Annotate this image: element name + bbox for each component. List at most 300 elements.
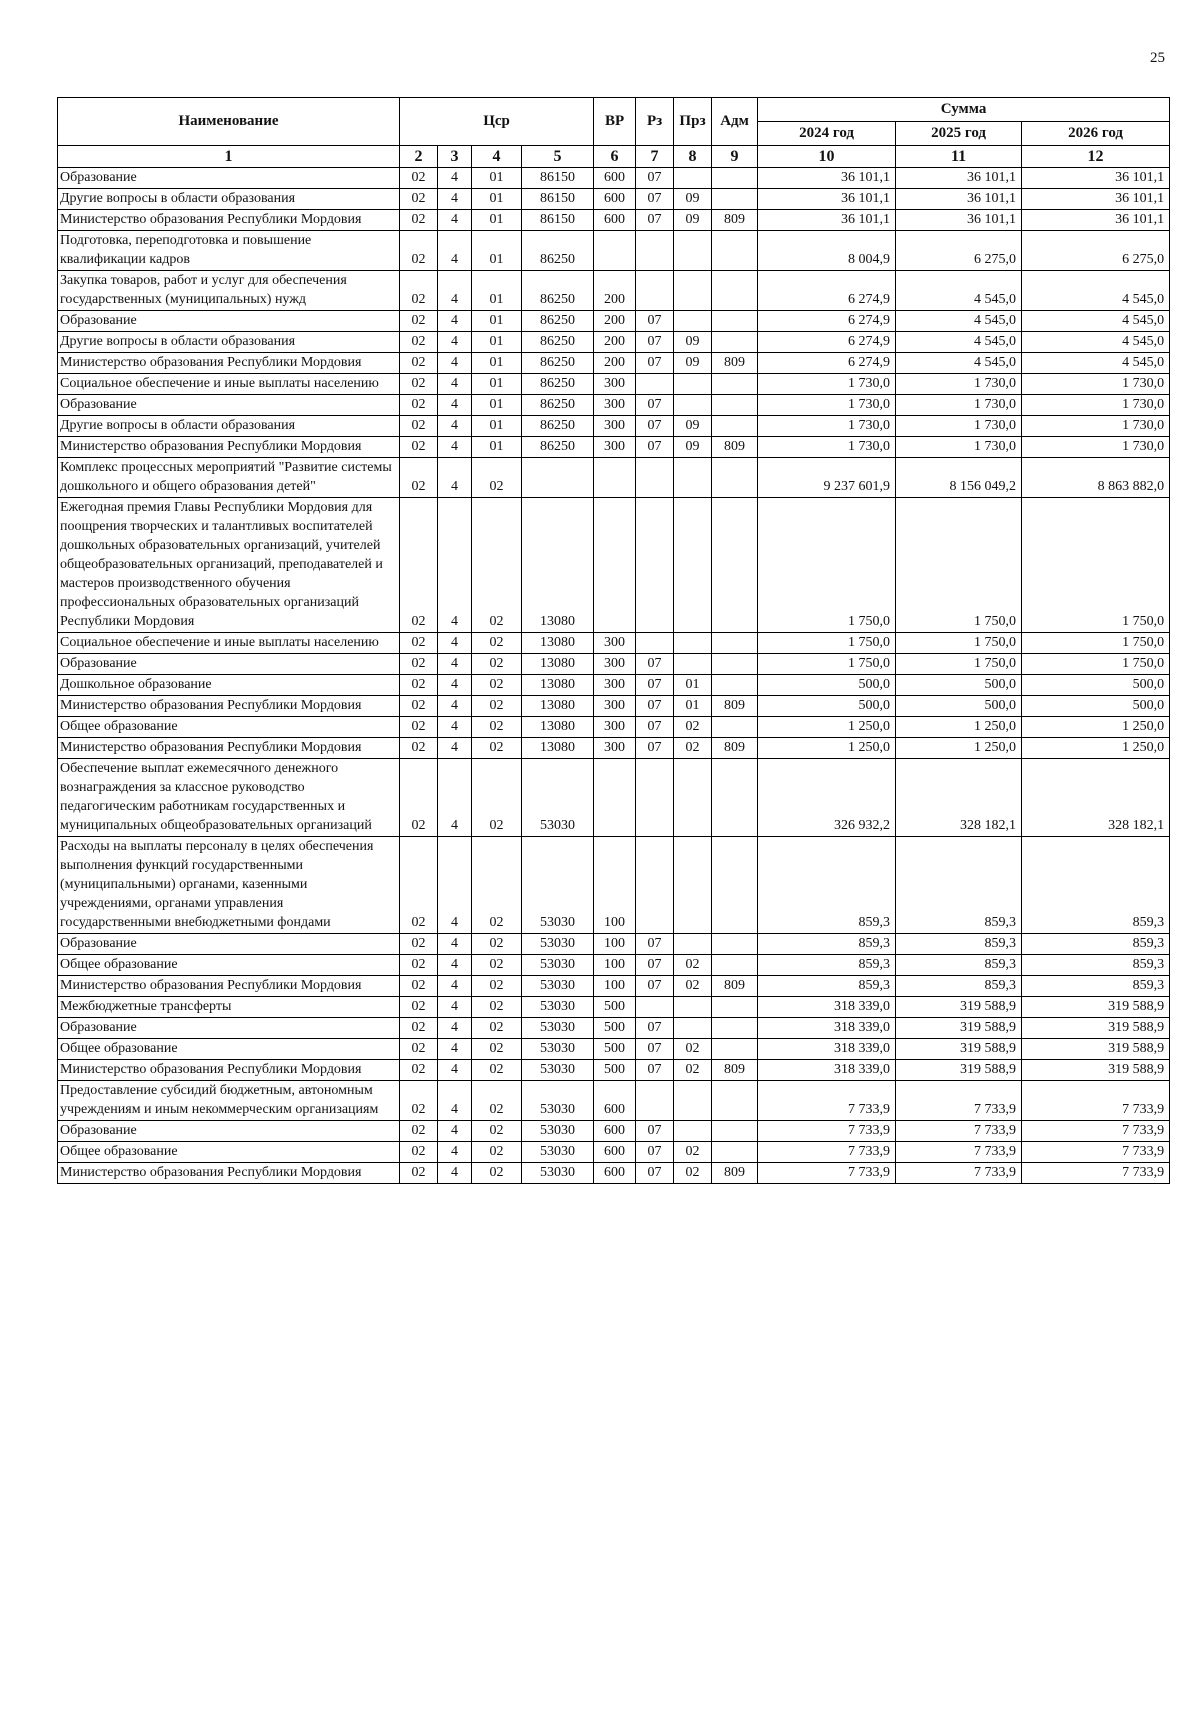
- table-row: [58, 498, 1170, 633]
- header-adm: Адм: [712, 98, 758, 146]
- cell-csr-type: 4: [438, 976, 472, 997]
- cell-sum-2025: 4 545,0: [896, 332, 1022, 353]
- cell-sum-2026: 7 733,9: [1022, 1163, 1170, 1184]
- cell-csr-program: 02: [400, 498, 438, 633]
- cell-rz: 07: [636, 311, 674, 332]
- cell-csr-direction: 86150: [522, 168, 594, 189]
- cell-csr-program: 02: [400, 759, 438, 837]
- cell-rz: 07: [636, 696, 674, 717]
- cell-prz: 09: [674, 437, 712, 458]
- cell-csr-program: 02: [400, 189, 438, 210]
- cell-csr-complex: 02: [472, 1039, 522, 1060]
- column-number: 2: [400, 146, 438, 168]
- cell-sum-2025: 1 250,0: [896, 717, 1022, 738]
- cell-sum-2024: 1 250,0: [758, 717, 896, 738]
- cell-sum-2026: 1 250,0: [1022, 738, 1170, 759]
- cell-prz: [674, 837, 712, 934]
- cell-name: Ежегодная премия Главы Республики Мордовия для поощрения творческих и талантливых воспитателей дошкольных образовательных организаций, учителей общеобразовательных организаций, преподавателей и мастеров производственного обучения профессиональных образовательных организаций Республики Мордовия: [58, 498, 400, 633]
- cell-rz: 07: [636, 976, 674, 997]
- cell-csr-complex: 01: [472, 189, 522, 210]
- table-row: [58, 759, 1170, 837]
- cell-csr-program: 02: [400, 416, 438, 437]
- column-number: 1: [58, 146, 400, 168]
- cell-csr-program: 02: [400, 353, 438, 374]
- cell-csr-program: 02: [400, 374, 438, 395]
- cell-sum-2026: 1 730,0: [1022, 374, 1170, 395]
- cell-csr-direction: 13080: [522, 654, 594, 675]
- cell-rz: [636, 837, 674, 934]
- cell-prz: [674, 934, 712, 955]
- cell-vr: 600: [594, 1142, 636, 1163]
- cell-name: Дошкольное образование: [58, 675, 400, 696]
- cell-name: Социальное обеспечение и иные выплаты населению: [58, 633, 400, 654]
- cell-sum-2026: 1 730,0: [1022, 416, 1170, 437]
- cell-sum-2026: 319 588,9: [1022, 997, 1170, 1018]
- cell-csr-complex: 01: [472, 353, 522, 374]
- cell-csr-direction: 86250: [522, 374, 594, 395]
- cell-sum-2025: 1 250,0: [896, 738, 1022, 759]
- cell-adm: [712, 1121, 758, 1142]
- header-year-2026: 2026 год: [1022, 122, 1170, 146]
- cell-csr-program: 02: [400, 231, 438, 271]
- cell-rz: 07: [636, 738, 674, 759]
- cell-csr-program: 02: [400, 271, 438, 311]
- table-row: [58, 231, 1170, 271]
- cell-rz: 07: [636, 934, 674, 955]
- cell-csr-direction: 86250: [522, 395, 594, 416]
- header-year-2025: 2025 год: [896, 122, 1022, 146]
- cell-prz: 09: [674, 416, 712, 437]
- cell-csr-complex: 02: [472, 696, 522, 717]
- cell-sum-2025: 4 545,0: [896, 271, 1022, 311]
- cell-csr-complex: 01: [472, 332, 522, 353]
- cell-name: Образование: [58, 934, 400, 955]
- cell-rz: 07: [636, 717, 674, 738]
- cell-vr: 200: [594, 311, 636, 332]
- table-row: [58, 374, 1170, 395]
- cell-name: Министерство образования Республики Мордовия: [58, 696, 400, 717]
- cell-csr-direction: 13080: [522, 498, 594, 633]
- table-row: [58, 210, 1170, 231]
- page-number: 25: [1150, 50, 1165, 66]
- cell-sum-2024: 1 750,0: [758, 633, 896, 654]
- cell-adm: [712, 395, 758, 416]
- cell-csr-type: 4: [438, 654, 472, 675]
- cell-sum-2026: 7 733,9: [1022, 1142, 1170, 1163]
- cell-sum-2024: 318 339,0: [758, 1039, 896, 1060]
- cell-rz: 07: [636, 189, 674, 210]
- cell-adm: [712, 498, 758, 633]
- cell-csr-program: 02: [400, 1142, 438, 1163]
- cell-sum-2026: 1 750,0: [1022, 498, 1170, 633]
- cell-csr-type: 4: [438, 210, 472, 231]
- cell-csr-type: 4: [438, 1060, 472, 1081]
- cell-adm: [712, 271, 758, 311]
- cell-sum-2024: 36 101,1: [758, 210, 896, 231]
- cell-sum-2026: 7 733,9: [1022, 1121, 1170, 1142]
- cell-sum-2024: 6 274,9: [758, 332, 896, 353]
- table-row: [58, 1142, 1170, 1163]
- cell-name: Образование: [58, 168, 400, 189]
- cell-sum-2025: 319 588,9: [896, 1039, 1022, 1060]
- cell-sum-2024: 1 730,0: [758, 374, 896, 395]
- cell-sum-2025: 500,0: [896, 696, 1022, 717]
- cell-sum-2026: 328 182,1: [1022, 759, 1170, 837]
- cell-sum-2024: 36 101,1: [758, 189, 896, 210]
- cell-sum-2026: 36 101,1: [1022, 168, 1170, 189]
- cell-csr-direction: 53030: [522, 1018, 594, 1039]
- cell-name: Министерство образования Республики Мордовия: [58, 1163, 400, 1184]
- cell-prz: 09: [674, 353, 712, 374]
- cell-vr: 500: [594, 1018, 636, 1039]
- table-row: [58, 1163, 1170, 1184]
- cell-prz: [674, 231, 712, 271]
- cell-prz: [674, 1018, 712, 1039]
- cell-csr-type: 4: [438, 696, 472, 717]
- cell-vr: 600: [594, 168, 636, 189]
- table-row: [58, 837, 1170, 934]
- cell-csr-program: 02: [400, 332, 438, 353]
- cell-rz: 07: [636, 1018, 674, 1039]
- cell-sum-2026: 500,0: [1022, 696, 1170, 717]
- table-row: [58, 332, 1170, 353]
- cell-csr-complex: 02: [472, 1142, 522, 1163]
- table-row: [58, 395, 1170, 416]
- cell-adm: [712, 1039, 758, 1060]
- cell-sum-2026: 6 275,0: [1022, 231, 1170, 271]
- cell-rz: [636, 458, 674, 498]
- cell-csr-direction: 53030: [522, 1121, 594, 1142]
- cell-csr-type: 4: [438, 311, 472, 332]
- cell-sum-2026: 500,0: [1022, 675, 1170, 696]
- column-number: 12: [1022, 146, 1170, 168]
- table-row: [58, 738, 1170, 759]
- cell-vr: 200: [594, 271, 636, 311]
- cell-sum-2026: 1 750,0: [1022, 633, 1170, 654]
- cell-sum-2026: 1 750,0: [1022, 654, 1170, 675]
- cell-csr-type: 4: [438, 1121, 472, 1142]
- cell-vr: 300: [594, 374, 636, 395]
- cell-csr-direction: 13080: [522, 633, 594, 654]
- cell-sum-2025: 859,3: [896, 976, 1022, 997]
- cell-csr-type: 4: [438, 1163, 472, 1184]
- cell-csr-direction: 86250: [522, 311, 594, 332]
- cell-sum-2026: 859,3: [1022, 837, 1170, 934]
- cell-adm: [712, 458, 758, 498]
- cell-adm: [712, 654, 758, 675]
- cell-sum-2024: 7 733,9: [758, 1081, 896, 1121]
- cell-prz: 02: [674, 738, 712, 759]
- cell-vr: 500: [594, 1060, 636, 1081]
- cell-csr-type: 4: [438, 1081, 472, 1121]
- cell-rz: 07: [636, 654, 674, 675]
- cell-csr-complex: 02: [472, 934, 522, 955]
- cell-adm: 809: [712, 976, 758, 997]
- cell-prz: [674, 1121, 712, 1142]
- cell-adm: 809: [712, 1060, 758, 1081]
- header-name: Наименование: [58, 98, 400, 146]
- cell-name: Другие вопросы в области образования: [58, 332, 400, 353]
- cell-sum-2024: 500,0: [758, 675, 896, 696]
- cell-csr-program: 02: [400, 1039, 438, 1060]
- cell-csr-program: 02: [400, 976, 438, 997]
- cell-adm: 809: [712, 696, 758, 717]
- cell-csr-type: 4: [438, 332, 472, 353]
- cell-vr: [594, 231, 636, 271]
- cell-sum-2025: 7 733,9: [896, 1142, 1022, 1163]
- cell-rz: 07: [636, 437, 674, 458]
- cell-sum-2024: 6 274,9: [758, 271, 896, 311]
- cell-vr: 300: [594, 717, 636, 738]
- cell-rz: 07: [636, 416, 674, 437]
- cell-csr-type: 4: [438, 189, 472, 210]
- cell-csr-type: 4: [438, 416, 472, 437]
- cell-sum-2026: 319 588,9: [1022, 1018, 1170, 1039]
- header-year-2024: 2024 год: [758, 122, 896, 146]
- cell-sum-2024: 6 274,9: [758, 311, 896, 332]
- cell-csr-type: 4: [438, 498, 472, 633]
- cell-csr-program: 02: [400, 837, 438, 934]
- cell-sum-2026: 8 863 882,0: [1022, 458, 1170, 498]
- cell-csr-direction: 53030: [522, 1039, 594, 1060]
- cell-prz: 02: [674, 717, 712, 738]
- cell-csr-complex: 02: [472, 675, 522, 696]
- cell-rz: [636, 997, 674, 1018]
- cell-csr-direction: 86150: [522, 210, 594, 231]
- cell-sum-2026: 4 545,0: [1022, 271, 1170, 311]
- cell-rz: 07: [636, 675, 674, 696]
- cell-vr: [594, 759, 636, 837]
- cell-rz: 07: [636, 1039, 674, 1060]
- cell-sum-2026: 319 588,9: [1022, 1060, 1170, 1081]
- cell-csr-direction: [522, 458, 594, 498]
- cell-vr: 300: [594, 654, 636, 675]
- cell-sum-2025: 36 101,1: [896, 168, 1022, 189]
- cell-sum-2024: 1 730,0: [758, 395, 896, 416]
- cell-prz: 01: [674, 696, 712, 717]
- cell-vr: 600: [594, 1081, 636, 1121]
- cell-adm: [712, 633, 758, 654]
- cell-csr-program: 02: [400, 395, 438, 416]
- column-number: 11: [896, 146, 1022, 168]
- cell-sum-2025: 1 750,0: [896, 633, 1022, 654]
- cell-adm: [712, 717, 758, 738]
- cell-csr-program: 02: [400, 955, 438, 976]
- table-row: [58, 934, 1170, 955]
- cell-name: Министерство образования Республики Мордовия: [58, 210, 400, 231]
- cell-sum-2024: 1 730,0: [758, 437, 896, 458]
- table-row: [58, 717, 1170, 738]
- cell-sum-2024: 36 101,1: [758, 168, 896, 189]
- cell-prz: [674, 271, 712, 311]
- cell-rz: [636, 498, 674, 633]
- cell-csr-type: 4: [438, 738, 472, 759]
- cell-rz: 07: [636, 1163, 674, 1184]
- cell-csr-program: 02: [400, 717, 438, 738]
- cell-adm: [712, 837, 758, 934]
- cell-rz: 07: [636, 332, 674, 353]
- table-row: [58, 633, 1170, 654]
- cell-csr-complex: 02: [472, 1060, 522, 1081]
- cell-adm: [712, 332, 758, 353]
- column-number: 3: [438, 146, 472, 168]
- cell-sum-2025: 6 275,0: [896, 231, 1022, 271]
- cell-csr-complex: 02: [472, 997, 522, 1018]
- cell-prz: [674, 374, 712, 395]
- cell-sum-2025: 328 182,1: [896, 759, 1022, 837]
- cell-sum-2024: 7 733,9: [758, 1121, 896, 1142]
- table-row: [58, 696, 1170, 717]
- cell-csr-complex: 01: [472, 168, 522, 189]
- cell-vr: 100: [594, 955, 636, 976]
- cell-vr: 600: [594, 210, 636, 231]
- cell-name: Социальное обеспечение и иные выплаты населению: [58, 374, 400, 395]
- cell-csr-program: 02: [400, 1121, 438, 1142]
- cell-csr-type: 4: [438, 717, 472, 738]
- cell-sum-2026: 4 545,0: [1022, 311, 1170, 332]
- table-row: [58, 654, 1170, 675]
- cell-sum-2025: 859,3: [896, 837, 1022, 934]
- cell-csr-type: 4: [438, 168, 472, 189]
- cell-adm: [712, 374, 758, 395]
- cell-csr-type: 4: [438, 1039, 472, 1060]
- cell-sum-2024: 7 733,9: [758, 1142, 896, 1163]
- cell-rz: 07: [636, 168, 674, 189]
- cell-csr-type: 4: [438, 395, 472, 416]
- cell-name: Министерство образования Республики Мордовия: [58, 437, 400, 458]
- cell-sum-2026: 319 588,9: [1022, 1039, 1170, 1060]
- cell-sum-2025: 4 545,0: [896, 353, 1022, 374]
- cell-adm: [712, 997, 758, 1018]
- cell-adm: 809: [712, 1163, 758, 1184]
- cell-vr: 200: [594, 353, 636, 374]
- cell-csr-type: 4: [438, 759, 472, 837]
- cell-rz: 07: [636, 1060, 674, 1081]
- cell-name: Образование: [58, 395, 400, 416]
- cell-prz: 09: [674, 189, 712, 210]
- cell-csr-complex: 02: [472, 759, 522, 837]
- cell-csr-type: 4: [438, 271, 472, 311]
- cell-name: Расходы на выплаты персоналу в целях обеспечения выполнения функций государственными (муниципальными) органами, казенными учреждениями, органами управления государственными внебюджетными фондами: [58, 837, 400, 934]
- cell-name: Образование: [58, 1121, 400, 1142]
- cell-csr-complex: 02: [472, 498, 522, 633]
- cell-csr-type: 4: [438, 955, 472, 976]
- cell-rz: [636, 374, 674, 395]
- cell-sum-2024: 8 004,9: [758, 231, 896, 271]
- cell-csr-direction: 53030: [522, 1163, 594, 1184]
- cell-prz: 09: [674, 332, 712, 353]
- cell-name: Другие вопросы в области образования: [58, 189, 400, 210]
- cell-sum-2024: 9 237 601,9: [758, 458, 896, 498]
- cell-sum-2025: 7 733,9: [896, 1121, 1022, 1142]
- cell-csr-program: 02: [400, 675, 438, 696]
- cell-csr-complex: 02: [472, 458, 522, 498]
- cell-csr-type: 4: [438, 1142, 472, 1163]
- cell-prz: [674, 395, 712, 416]
- cell-adm: [712, 231, 758, 271]
- cell-adm: [712, 759, 758, 837]
- table-row: [58, 168, 1170, 189]
- cell-adm: 809: [712, 210, 758, 231]
- cell-name: Образование: [58, 311, 400, 332]
- cell-name: Предоставление субсидий бюджетным, автономным учреждениям и иным некоммерческим организациям: [58, 1081, 400, 1121]
- cell-adm: [712, 416, 758, 437]
- table-row: [58, 997, 1170, 1018]
- table-row: [58, 437, 1170, 458]
- cell-rz: 07: [636, 1142, 674, 1163]
- table-row: [58, 416, 1170, 437]
- cell-csr-program: 02: [400, 1163, 438, 1184]
- cell-rz: 07: [636, 955, 674, 976]
- cell-name: Общее образование: [58, 955, 400, 976]
- header-rz: Рз: [636, 98, 674, 146]
- cell-csr-direction: 86250: [522, 437, 594, 458]
- column-number: 8: [674, 146, 712, 168]
- cell-csr-direction: 53030: [522, 1142, 594, 1163]
- cell-sum-2026: 4 545,0: [1022, 332, 1170, 353]
- cell-sum-2025: 7 733,9: [896, 1163, 1022, 1184]
- table-row: [58, 271, 1170, 311]
- cell-name: Закупка товаров, работ и услуг для обеспечения государственных (муниципальных) нужд: [58, 271, 400, 311]
- cell-prz: [674, 997, 712, 1018]
- cell-vr: [594, 458, 636, 498]
- cell-prz: 02: [674, 1142, 712, 1163]
- cell-vr: 500: [594, 1039, 636, 1060]
- table-row: [58, 675, 1170, 696]
- cell-vr: 300: [594, 416, 636, 437]
- column-number: 10: [758, 146, 896, 168]
- cell-csr-complex: 02: [472, 717, 522, 738]
- cell-vr: 300: [594, 675, 636, 696]
- cell-csr-direction: 53030: [522, 837, 594, 934]
- cell-csr-direction: 53030: [522, 976, 594, 997]
- cell-sum-2025: 4 545,0: [896, 311, 1022, 332]
- cell-sum-2025: 1 730,0: [896, 374, 1022, 395]
- cell-sum-2025: 1 750,0: [896, 654, 1022, 675]
- cell-csr-type: 4: [438, 353, 472, 374]
- table-row: [58, 955, 1170, 976]
- cell-csr-complex: 01: [472, 374, 522, 395]
- cell-name: Министерство образования Республики Мордовия: [58, 1060, 400, 1081]
- cell-csr-direction: 53030: [522, 955, 594, 976]
- cell-sum-2024: 1 750,0: [758, 654, 896, 675]
- cell-vr: 100: [594, 976, 636, 997]
- table-row: [58, 353, 1170, 374]
- cell-vr: [594, 498, 636, 633]
- table-row: [58, 976, 1170, 997]
- cell-csr-complex: 02: [472, 1163, 522, 1184]
- cell-vr: 600: [594, 189, 636, 210]
- cell-sum-2025: 36 101,1: [896, 210, 1022, 231]
- cell-prz: 01: [674, 675, 712, 696]
- cell-name: Другие вопросы в области образования: [58, 416, 400, 437]
- cell-rz: 07: [636, 210, 674, 231]
- cell-csr-type: 4: [438, 675, 472, 696]
- table-row: [58, 1081, 1170, 1121]
- cell-csr-direction: 13080: [522, 696, 594, 717]
- cell-rz: 07: [636, 1121, 674, 1142]
- cell-csr-type: 4: [438, 374, 472, 395]
- cell-csr-direction: 86150: [522, 189, 594, 210]
- cell-csr-program: 02: [400, 997, 438, 1018]
- cell-sum-2024: 859,3: [758, 955, 896, 976]
- cell-csr-type: 4: [438, 837, 472, 934]
- cell-rz: 07: [636, 395, 674, 416]
- cell-csr-complex: 02: [472, 837, 522, 934]
- cell-name: Подготовка, переподготовка и повышение квалификации кадров: [58, 231, 400, 271]
- cell-sum-2024: 859,3: [758, 976, 896, 997]
- cell-csr-program: 02: [400, 934, 438, 955]
